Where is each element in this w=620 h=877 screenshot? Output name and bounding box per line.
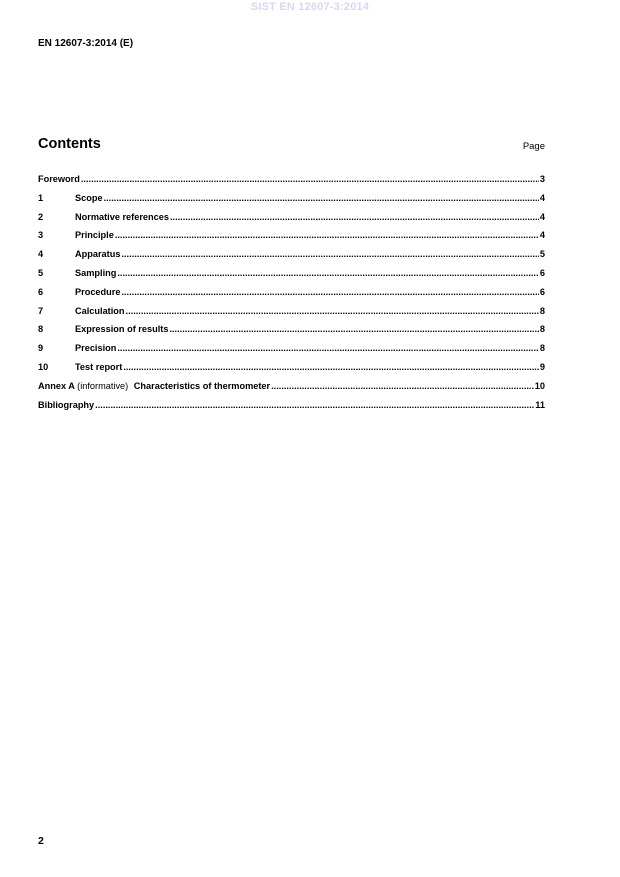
annex-label: Annex A [38,380,75,391]
toc-entry-page[interactable]: 9 [539,361,545,372]
toc-entry-number: 4 [38,249,44,260]
toc-entry-procedure[interactable] [38,287,545,306]
toc-leader-dots [126,306,539,316]
toc-entry-title[interactable]: Scope [75,192,103,203]
toc-entry-normative-references[interactable] [38,212,545,231]
toc-entry-title[interactable]: Bibliography [38,399,95,410]
toc-entry-title[interactable]: Test report [75,361,123,372]
toc-entry-number: 9 [38,343,44,354]
toc-leader-dots [95,400,534,410]
toc-entry-number: 7 [38,305,44,316]
annex-note: (informative) [77,380,129,391]
toc-leader-dots [81,174,539,184]
toc-entry-foreword[interactable] [38,174,545,193]
annex-title: Characteristics of thermometer [133,380,271,391]
toc-entry-page[interactable]: 10 [534,380,545,391]
toc-entry-title[interactable]: Calculation [75,305,125,316]
toc-entry-page[interactable]: 3 [539,174,545,184]
table-of-contents [38,174,545,418]
toc-entry-apparatus[interactable] [38,249,545,268]
toc-entry-number: 2 [38,211,44,222]
toc-entry-title[interactable]: Precision [75,343,117,354]
toc-entry-page[interactable]: 5 [539,249,545,260]
toc-entry-page[interactable]: 4 [539,211,545,222]
toc-leader-dots [117,268,539,278]
toc-entry-page[interactable]: 8 [539,324,545,335]
toc-entry-number: 5 [38,267,44,278]
toc-entry-page[interactable]: 8 [539,305,545,316]
toc-entry-page[interactable]: 6 [539,267,545,278]
toc-entry-expression-of-results[interactable] [38,324,545,343]
toc-entry-title[interactable]: Apparatus [75,249,121,260]
toc-entry-title[interactable]: Foreword [38,174,80,184]
toc-leader-dots [115,230,539,240]
toc-entry-sampling[interactable] [38,268,545,287]
toc-leader-dots [170,212,539,222]
toc-entry-number: 8 [38,324,44,335]
toc-entry-page[interactable]: 8 [539,343,545,354]
toc-leader-dots [104,193,539,203]
toc-entry-title[interactable]: Principle [75,230,114,241]
contents-title: Contents [38,136,101,152]
toc-entry-title[interactable] [38,381,270,391]
toc-entry-title[interactable]: Normative references [75,211,169,222]
toc-entry-test-report[interactable] [38,362,545,381]
toc-leader-dots [117,343,539,353]
watermark: SIST EN 12607-3:2014 [250,1,370,13]
toc-entry-page[interactable]: 6 [539,286,545,297]
toc-entry-page[interactable]: 4 [539,192,545,203]
toc-entry-annex-a[interactable] [38,381,545,400]
toc-leader-dots [121,249,538,259]
toc-entry-page[interactable]: 11 [535,399,545,410]
document-id-header: EN 12607-3:2014 (E) [38,38,134,49]
toc-leader-dots [271,381,534,391]
toc-entry-title[interactable]: Expression of results [75,324,169,335]
toc-entry-principle[interactable] [38,230,545,249]
toc-entry-title[interactable]: Procedure [75,286,121,297]
toc-leader-dots [121,287,538,297]
toc-entry-bibliography[interactable] [38,400,545,419]
toc-entry-title[interactable]: Sampling [75,267,117,278]
toc-entry-calculation[interactable] [38,306,545,325]
footer-page-number: 2 [38,835,44,847]
toc-entry-precision[interactable] [38,343,545,362]
page-column-label: Page [522,141,545,152]
toc-entry-number: 3 [38,230,44,241]
toc-entry-number: 10 [38,361,49,372]
toc-entry-scope[interactable] [38,193,545,212]
toc-entry-page[interactable]: 4 [539,230,545,241]
toc-leader-dots [169,324,538,334]
toc-entry-number: 6 [38,286,44,297]
toc-entry-number: 1 [38,192,44,203]
toc-leader-dots [123,362,539,372]
